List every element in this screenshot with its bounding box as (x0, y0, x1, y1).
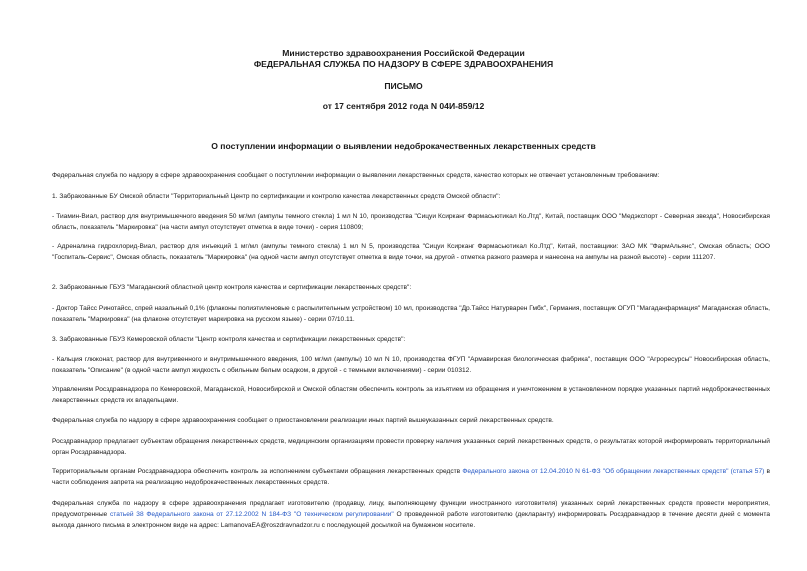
paragraph-intro: Федеральная служба по надзору в сфере здравоохранения сообщает о поступлении информации о выявлении лекарственных средств, качество которых не отвечает установленным требованиям: (52, 172, 660, 179)
document-date-number: от 17 сентября 2012 года N 04И-859/12 (322, 101, 485, 111)
law-61fz-link[interactable]: Федерального закона от 12.04.2010 N 61-ФЗ "Об обращении лекарственных средств" (462, 468, 729, 475)
paragraph-manufacturer-measures (52, 499, 770, 532)
paragraph-omsk-header: 1. Забракованные БУ Омской области "Территориальный Центр по сертификации и контролю качества лекарственных средств Омской области": (52, 193, 501, 200)
paragraph-territorial-control (52, 467, 770, 489)
ministry-title: Министерство здравоохранения Российской Федерации (282, 48, 525, 58)
paragraph-regional-control: Управлениям Росздравнадзора по Кемеровской, Магаданской, Новосибирской и Омской областям обеспечить контроль за изъятием из обращения и уничтожением в установленном порядке указанных партий недоброкачественных лекарственных средств их владельцами. (52, 386, 770, 404)
service-title: ФЕДЕРАЛЬНАЯ СЛУЖБА ПО НАДЗОРУ В СФЕРЕ ЗДРАВООХРАНЕНИЯ (253, 59, 554, 69)
paragraph-text: в части соблюдения запрета на реализацию недоброкачественных лекарственных средств. (52, 468, 770, 486)
paragraph-kemerovo-header: 3. Забракованные ГБУЗ Кемеровской области "Центр контроля качества и сертификации лекарственных средств": (52, 336, 406, 343)
paragraph-text: О проведенной работе изготовителю (декларанту) информировать Росздравнадзор в течение десяти дней с момента выхода данного письма в электронном виде на адрес: LamanovaEA@roszdravnadzor.ru с последующей досылкой на бумажном носителе. (52, 510, 770, 529)
paragraph-text: Территориальным органам Росздравнадзора обеспечить контроль за исполнением субъектами обращения лекарственных средств (52, 468, 463, 475)
document-type: ПИСЬМО (384, 81, 423, 91)
paragraph-text: Федеральная служба по надзору в сфере здравоохранения предлагает изготовителю (продавцу, лицу, выполняющему функции иностранного изготовителя) указанных серий лекарственных средств провести мероприятия, предусмотренные (52, 500, 770, 518)
paragraph-suspension: Федеральная служба по надзору в сфере здравоохранения сообщает о приостановлении реализации иных партий вышеуказанных серий лекарственных средств. (52, 417, 554, 424)
paragraph-tiamin: - Тиамин-Виал, раствор для внутримышечного введения 50 мг/мл (ампулы темного стекла) 1 мл N 10, производства "Сицуи Ксирканг Фармасьютикал Ко.Лтд", Китай, поставщик ООО "Медэкспорт - Северная звезда", Новосибирская область, показатель "Маркировка" (на части ампул отсутствует отметка в виде точки) - серия 110809; (52, 213, 770, 231)
paragraph-adrenalin: - Адреналина гидрохлорид-Виал, раствор для инъекций 1 мг/мл (ампулы темного стекла) 1 мл N 5, производства "Сицуи Ксирканг Фармасьютикал Ко.Лтд", Китай, поставщики: ЗАО МК "ФармАльянс", Омская область; ООО "Госпиталь-Сервис", Омская область, показатель "Маркировка" (на одной части ампул отсутствует отметка в виде точки, на другой - отметка разного размера и нанесена на ампулы на разной высоте) - серии 111207. (52, 243, 770, 261)
paragraph-check-proposal: Росздравнадзор предлагает субъектам обращения лекарственных средств, медицинским организациям провести проверку наличия указанных серий лекарственных средств, о результатах которой информировать территориальный орган Росздравнадзора. (52, 438, 770, 456)
paragraph-magadan-header: 2. Забракованные ГБУЗ "Магаданский областной центр контроля качества и сертификации лекарственных средств": (52, 284, 412, 291)
document-subject: О поступлении информации о выявлении недоброкачественных лекарственных средств (211, 141, 596, 151)
paragraph-rinotaiss: - Доктор Тайсс Ринотайсс, спрей назальный 0,1% (флаконы полиэтиленовые с распылительным устройством) 10 мл, производства "Др.Тайсс Натурварен Гмбх", Германия, поставщик ОГУП "Магаданфармация" Магаданская область, показатель "Маркировка" (на флаконе отсутствует маркировка на русском языке) - серии 07/10.11. (52, 305, 770, 323)
law-184fz-link[interactable]: статьей 38 Федерального закона от 27.12.2002 N 184-ФЗ "О техническом регулировании" (109, 510, 394, 518)
article-57-link[interactable]: (статья 57) (730, 468, 765, 475)
paragraph-calcium: - Кальция глюконат, раствор для внутривенного и внутримышечного введения, 100 мг/мл (ампулы) 10 мл N 10, производства ФГУП "Армавирская биологическая фабрика", поставщик ООО "Агроресурсы" Новосибирская область, показатель "Описание" (в одной части ампул жидкость с обильным белым осадком, в другой - с темными включениями) - серии 010312. (52, 356, 770, 374)
